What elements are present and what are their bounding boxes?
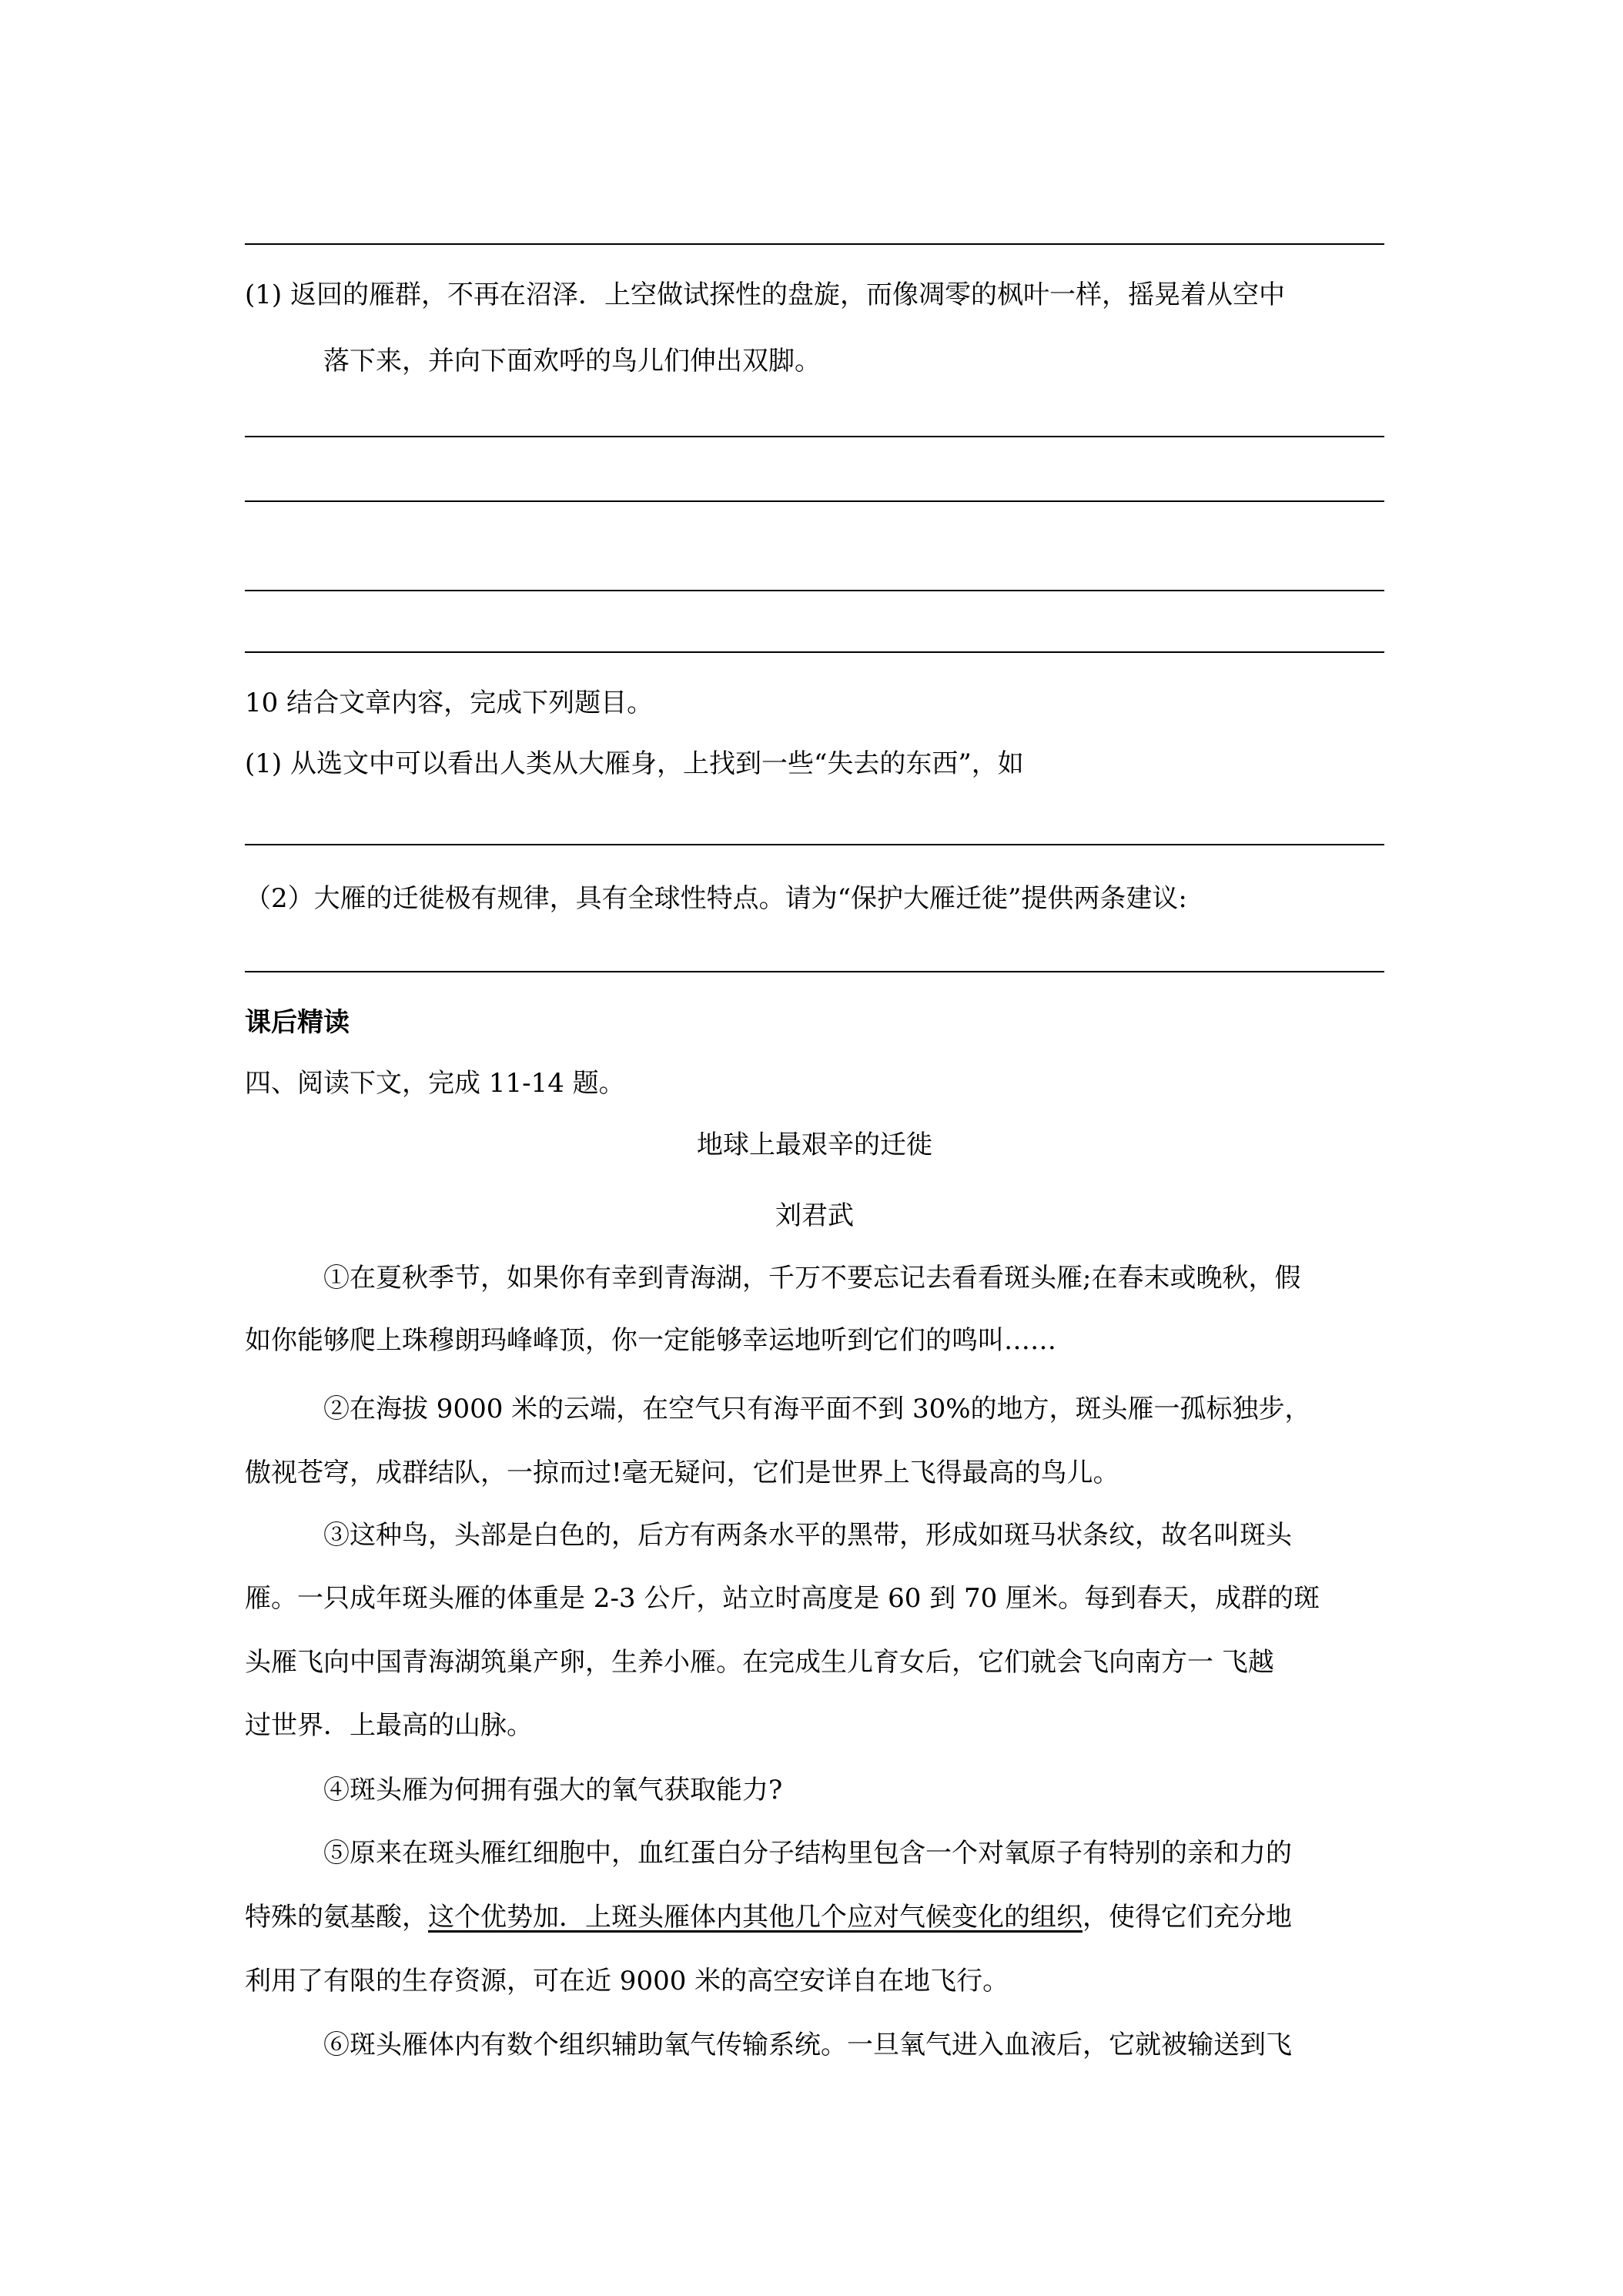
- paragraph-5-line2-start: 特殊的氨基酸，: [245, 1902, 428, 1933]
- answer-line: [245, 243, 1384, 245]
- section-heading: 课后精读: [245, 1007, 350, 1038]
- paragraph-5-line1: ⑤原来在斑头雁红细胞中，血红蛋白分子结构里包含一个对氧原子有特别的亲和力的: [323, 1838, 1292, 1869]
- paragraph-5-line2: [245, 1902, 1384, 1933]
- answer-line: [245, 500, 1384, 502]
- section-instruction: 四、阅读下文，完成 11-14 题。: [245, 1068, 625, 1099]
- article-author: 刘君武: [775, 1200, 854, 1231]
- q10-sub1: (1) 从选文中可以看出人类从大雁身，上找到一些“失去的东西”，如: [245, 748, 1024, 779]
- paragraph-1-line1: ①在夏秋季节，如果你有幸到青海湖，千万不要忘记去看看斑头雁;在春末或晚秋，假: [323, 1263, 1301, 1294]
- q9-sub1-line2: 落下来，并向下面欢呼的鸟儿们伸出双脚。: [323, 346, 821, 377]
- paragraph-3-line3: 头雁飞向中国青海湖筑巢产卵，生养小雁。在完成生儿育女后，它们就会飞向南方一 飞越: [245, 1647, 1274, 1678]
- paragraph-5-line3: 利用了有限的生存资源，可在近 9000 米的高空安详自在地飞行。: [245, 1966, 1009, 1996]
- paragraph-4: ④斑头雁为何拥有强大的氧气获取能力?: [323, 1775, 783, 1806]
- answer-line: [245, 436, 1384, 437]
- q9-sub1-line1: (1) 返回的雁群，不再在沼泽．上空做试探性的盘旋，而像凋零的枫叶一样，摇晃着从空中: [245, 279, 1285, 310]
- answer-line: [245, 651, 1384, 653]
- article-title: 地球上最艰辛的迁徙: [697, 1130, 932, 1160]
- paragraph-2-line1: ②在海拔 9000 米的云端，在空气只有海平面不到 30%的地方，斑头雁一孤标独步，: [323, 1394, 1311, 1424]
- q10-title: 10 结合文章内容，完成下列题目。: [245, 688, 654, 718]
- paragraph-6-line1: ⑥斑头雁体内有数个组织辅助氧气传输系统。一旦氧气进入血液后，它就被输送到飞: [323, 2030, 1292, 2060]
- paragraph-3-line4: 过世界．上最高的山脉。: [245, 1710, 533, 1741]
- underlined-sentence: 这个优势加．上斑头雁体内其他几个应对气候变化的组织: [428, 1902, 1083, 1933]
- paragraph-2-line2: 傲视苍穹，成群结队，一掠而过!毫无疑问，它们是世界上飞得最高的鸟儿。: [245, 1458, 1119, 1488]
- paragraph-3-line1: ③这种鸟，头部是白色的，后方有两条水平的黑带，形成如斑马状条纹，故名叫斑头: [323, 1520, 1292, 1551]
- answer-line: [245, 971, 1384, 972]
- answer-line: [245, 844, 1384, 845]
- q10-sub2: （2）大雁的迁徙极有规律，具有全球性特点。请为“保护大雁迁徙”提供两条建议:: [245, 883, 1187, 914]
- paragraph-3-line2: 雁。一只成年斑头雁的体重是 2-3 公斤，站立时高度是 60 到 70 厘米。每到春天，成群的斑: [245, 1583, 1320, 1614]
- paragraph-1-line2: 如你能够爬上珠穆朗玛峰峰顶，你一定能够幸运地听到它们的鸣叫……: [245, 1325, 1056, 1356]
- paragraph-5-line2-end: ，使得它们充分地: [1083, 1902, 1292, 1933]
- answer-line: [245, 590, 1384, 591]
